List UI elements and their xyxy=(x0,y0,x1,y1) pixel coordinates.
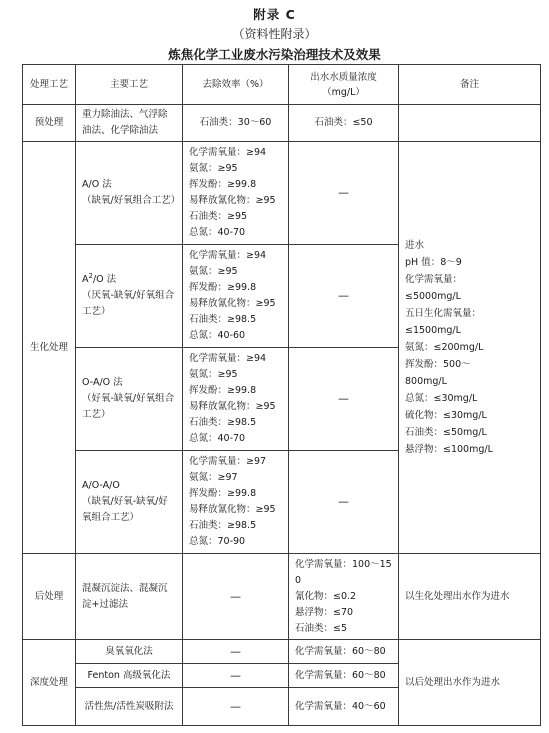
process-cell xyxy=(76,451,183,554)
remark-line: 800mg/L xyxy=(405,376,447,387)
treatment-table xyxy=(22,64,541,726)
remark-line: 化学需氧量： xyxy=(405,274,463,285)
effluent-line: 悬浮物：≤70 xyxy=(295,606,354,618)
process-name: O-A/O 法 xyxy=(82,377,123,388)
pre-treatment-row xyxy=(23,105,541,142)
col-process-header: 主要工艺 xyxy=(76,65,183,105)
process-desc: （缺氧/好氧-缺氧/好氧组合工艺） xyxy=(82,496,168,523)
stage-cell: 预处理 xyxy=(23,105,76,142)
appendix-label: 附录 C xyxy=(253,7,296,22)
remark-cell xyxy=(399,105,541,142)
removal-line: 石油类：≥98.5 xyxy=(189,314,257,325)
process-desc: （厌氧-缺氧/好氧组合工艺） xyxy=(82,290,175,317)
post-treatment-row xyxy=(23,554,541,640)
removal-cell xyxy=(183,348,289,451)
remark-line: 进水 xyxy=(405,240,425,251)
stage-cell: 深度处理 xyxy=(23,640,76,726)
stage-cell: 后处理 xyxy=(23,554,76,640)
process-cell: 混凝沉淀法、混凝沉淀+过滤法 xyxy=(76,554,183,640)
process-desc: （缺氧/好氧组合工艺） xyxy=(82,195,181,206)
effluent-cell: 化学需氧量：60～80 xyxy=(289,664,399,688)
removal-line: 石油类：≥95 xyxy=(189,211,248,222)
effluent-cell: — xyxy=(289,245,399,348)
remark-line: pH 值：8～9 xyxy=(405,257,462,268)
removal-line: 氨氮：≥97 xyxy=(189,472,238,483)
removal-line: 总氮：40-70 xyxy=(189,433,246,444)
remark-cell: 以后处理出水作为进水 xyxy=(399,640,541,726)
effluent-cell: — xyxy=(289,348,399,451)
process-name-part: /O 法 xyxy=(92,274,117,285)
effluent-line: 化学需氧量：100～150 xyxy=(295,558,392,586)
removal-line: 易释放氰化物：≥95 xyxy=(189,195,276,206)
removal-line: 化学需氧量：≥94 xyxy=(189,147,267,158)
removal-line: 总氮：40-60 xyxy=(189,330,246,341)
removal-line: 化学需氧量：≥94 xyxy=(189,353,267,364)
stage-cell: 生化处理 xyxy=(23,142,76,554)
process-cell: Fenton 高级氧化法 xyxy=(76,664,183,688)
remark-line: 悬浮物：≤100mg/L xyxy=(405,444,493,455)
col-removal-header: 去除效率（%） xyxy=(183,65,289,105)
removal-line: 易释放氰化物：≥95 xyxy=(189,401,276,412)
remark-line: 石油类：≤50mg/L xyxy=(405,427,487,438)
process-cell: 臭氧氧化法 xyxy=(76,640,183,664)
removal-line: 总氮：70-90 xyxy=(189,536,246,547)
remark-line: 硫化物：≤30mg/L xyxy=(405,410,487,421)
effluent-cell: 石油类：≤50 xyxy=(289,105,399,142)
bio-remark-cell xyxy=(399,142,541,554)
remark-line: 氨氮：≤200mg/L xyxy=(405,342,484,353)
removal-line: 挥发酚：≥99.8 xyxy=(189,385,257,396)
effluent-cell: 化学需氧量：60～80 xyxy=(289,640,399,664)
table-header-row xyxy=(23,65,541,105)
removal-line: 挥发酚：≥99.8 xyxy=(189,282,257,293)
process-name: A/O 法 xyxy=(82,179,112,190)
removal-line: 易释放氰化物：≥95 xyxy=(189,298,276,309)
table-title: 炼焦化学工业废水污染治理技术及效果 xyxy=(168,47,381,62)
removal-line: 氨氮：≥95 xyxy=(189,266,238,277)
removal-line: 化学需氧量：≥94 xyxy=(189,250,267,261)
deep-ozone-row xyxy=(23,640,541,664)
col-effluent-header: 出水水质量浓度 （mg/L） xyxy=(289,65,399,105)
process-desc: （好氧-缺氧/好氧组合工艺） xyxy=(82,393,175,420)
effluent-cell: — xyxy=(289,142,399,245)
remark-line: ≤5000mg/L xyxy=(405,291,461,302)
effluent-cell: 化学需氧量：40～60 xyxy=(289,688,399,726)
removal-cell xyxy=(183,142,289,245)
removal-cell xyxy=(183,451,289,554)
removal-cell xyxy=(183,245,289,348)
appendix-note: （资料性附录） xyxy=(232,27,317,41)
process-name-part: A xyxy=(82,274,89,285)
effluent-line: 石油类：≤5 xyxy=(295,622,348,634)
col-stage-header: 处理工艺 xyxy=(23,65,76,105)
effluent-line: 氰化物：≤0.2 xyxy=(295,590,357,602)
removal-line: 挥发酚：≥99.8 xyxy=(189,488,257,499)
removal-line: 挥发酚：≥99.8 xyxy=(189,179,257,190)
remark-line: 挥发酚：500～ xyxy=(405,359,471,370)
process-name-superscript: 2 xyxy=(88,271,93,280)
removal-cell: — xyxy=(183,664,289,688)
effluent-cell: — xyxy=(289,451,399,554)
process-cell: 活性焦/活性炭吸附法 xyxy=(76,688,183,726)
removal-cell: — xyxy=(183,688,289,726)
process-name: A/O-A/O xyxy=(82,480,120,491)
remark-line: ≤1500mg/L xyxy=(405,325,461,336)
process-cell xyxy=(76,142,183,245)
col-remark-header: 备注 xyxy=(399,65,541,105)
removal-cell: 石油类：30～60 xyxy=(183,105,289,142)
remark-line: 总氮：≤30mg/L xyxy=(405,393,478,404)
process-cell xyxy=(76,348,183,451)
process-cell xyxy=(76,245,183,348)
remark-cell: 以生化处理出水作为进水 xyxy=(399,554,541,640)
removal-line: 石油类：≥98.5 xyxy=(189,417,257,428)
removal-line: 氨氮：≥95 xyxy=(189,369,238,380)
removal-line: 易释放氰化物：≥95 xyxy=(189,504,276,515)
bio-ao-row xyxy=(23,142,541,245)
removal-line: 氨氮：≥95 xyxy=(189,163,238,174)
process-name xyxy=(82,272,176,288)
removal-line: 总氮：40-70 xyxy=(189,227,246,238)
effluent-cell xyxy=(289,554,399,640)
removal-cell: — xyxy=(183,640,289,664)
removal-line: 化学需氧量：≥97 xyxy=(189,456,267,467)
process-cell: 重力除油法、气浮除油法、化学除油法 xyxy=(76,105,183,142)
remark-line: 五日生化需氧量： xyxy=(405,308,482,319)
removal-cell: — xyxy=(183,554,289,640)
removal-line: 石油类：≥98.5 xyxy=(189,520,257,531)
